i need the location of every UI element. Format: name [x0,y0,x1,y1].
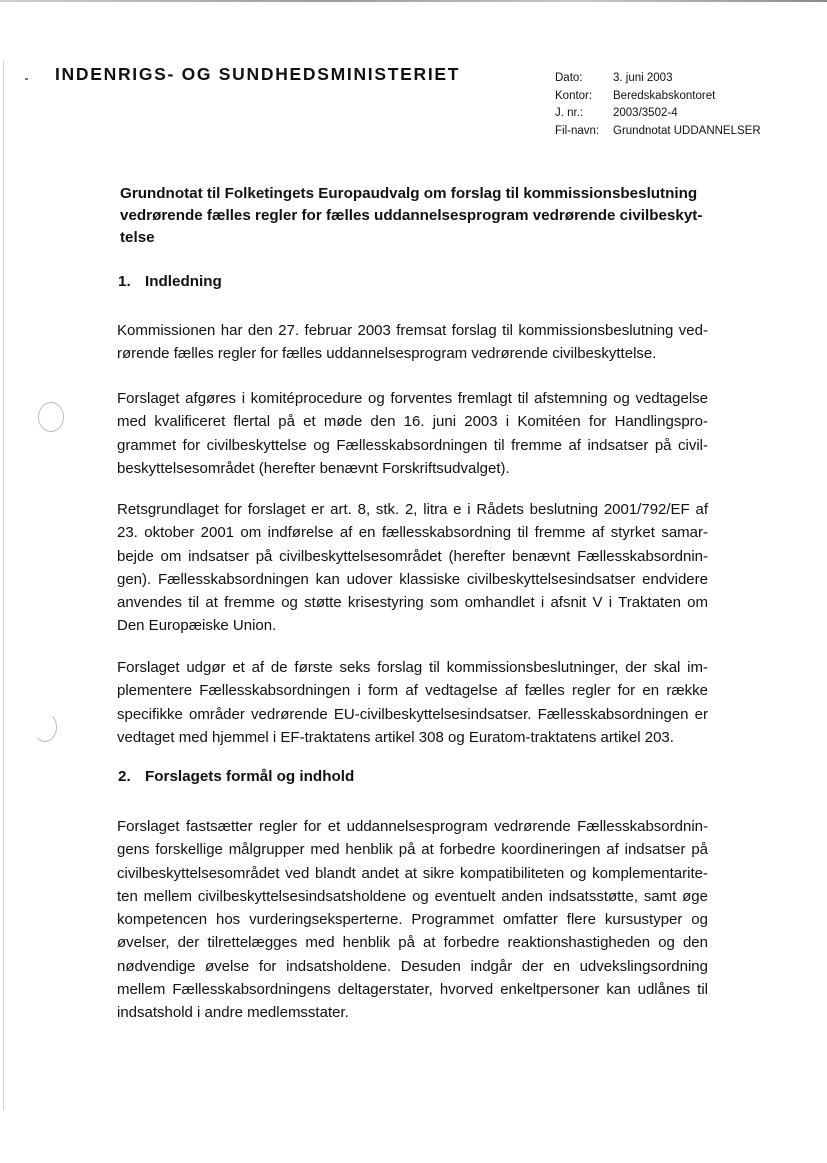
section-number: 2. [118,768,131,785]
scan-dust-mark [25,78,28,80]
punch-hole-mark [38,402,64,432]
scan-top-edge [0,0,827,2]
meta-row-office [555,88,761,106]
punch-hole-mark [33,712,57,742]
paragraph: Forslaget udgør et af de første seks forslag til kommissionsbeslutninger, der skal im-plementere Fællesskabsordningen i form af vedtagelse af fælles regler for en række specifikke områder vedrørende EU-civilbeskyttelsesindsatser. Fællesskabsordningen er vedtaget med hjemmel i EF-traktatens artikel 308 og Euratom-traktatens artikel 203. [117,659,708,746]
section-title: Forslagets formål og indhold [145,768,355,785]
meta-value: 2003/3502-4 [613,107,678,119]
section-number: 1. [118,273,131,290]
meta-label: Kontor: [555,89,593,102]
meta-row-date [555,70,761,88]
document-metadata [555,70,761,140]
paragraph: Forslaget fastsætter regler for et uddannelsesprogram vedrørende Fællesskabsordnin-gens forskellige målgrupper med henblik på at forbedre koordineringen af indsatser på civilbeskyttelsesområdet ved blandt andet at sikre kompatibiliteten og komplementarite-ten mellem civilbeskyttelsesindsatsholdene og eventuelt anden indsatsstøtte, samt øge kompetencen hos vurderingseksperterne. Programmet omfatter flere kursustyper og øvelser, der tilrettelægges med henblik på at forbedre reaktionshastigheden og den nødvendige øvelse for indsatsholdene. Desuden indgår der en udvekslingsordning mellem Fællesskabsordningens deltagerstater, hvorved enkeltpersoner kan udlånes til indsatshold i andre medlemsstater. [117,818,708,1022]
paragraph: Kommissionen har den 27. februar 2003 fremsat forslag til kommissionsbeslutning ved-rørende fælles regler for fælles uddannelsesprogram vedrørende civilbeskyttelse. [117,322,708,363]
section-heading-purpose-and-content [118,768,354,785]
meta-label: J. nr.: [555,107,584,119]
meta-row-filename [555,123,761,141]
scan-left-edge [3,60,4,1110]
ministry-letterhead: INDENRIGS- OG SUNDHEDSMINISTERIET [55,64,461,84]
section-heading-introduction [118,273,222,290]
paragraph: Retsgrundlaget for forslaget er art. 8, stk. 2, litra e i Rådets beslutning 2001/792/EF af 23. oktober 2001 om indførelse af en fællesskabsordning til fremme af styrket samar-bejde om indsatser på civilbeskyttelsesområdet (herefter benævnt Fællesskabsordnin-gen). Fællesskabsordningen kan udover klassiske civilbeskyttelsesindsatser endvidere anvendes til at fremme og støtte krisestyring som omhandlet i afsnit V i Traktaten om Den Europæiske Union. [117,501,708,635]
section-title: Indledning [145,273,222,290]
meta-label: Dato: [555,72,583,84]
document-title: Grundnotat til Folketingets Europaudvalg om forslag til kommissionsbeslutning vedrørende fælles regler for fælles uddannelsesprogram vedrørende civilbeskyt-telse [120,185,703,246]
meta-value: Grundnotat UDDANNELSER [613,124,761,137]
meta-value: Beredskabskontoret [613,89,716,102]
paragraph: Forslaget afgøres i komitéprocedure og forventes fremlagt til afstemning og vedtagelse med kvalificeret flertal på et møde den 16. juni 2003 i Komitéen for Handlingspro-grammet for civilbeskyttelse og Fællesskabsordningen til fremme af indsatser på civil-beskyttelsesområdet (herefter benævnt Forskriftsudvalget). [117,390,708,477]
meta-row-journal-number [555,105,761,123]
meta-label: Fil-navn: [555,124,600,137]
meta-value: 3. juni 2003 [613,72,673,84]
